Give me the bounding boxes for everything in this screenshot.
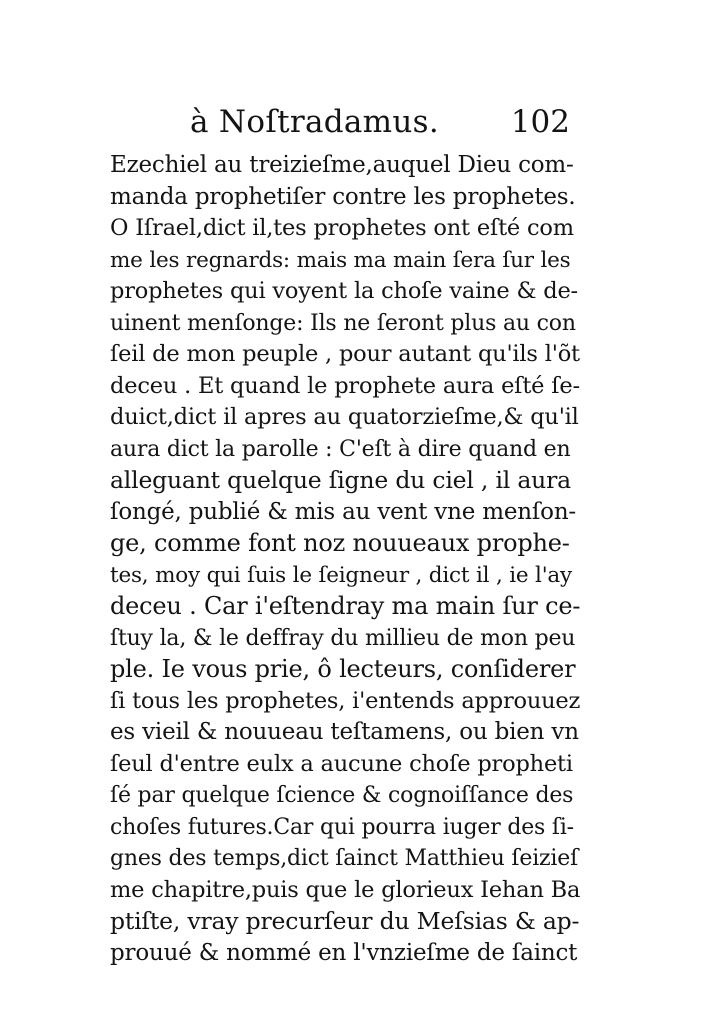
text-line: gnes des temps,dict ſainct Matthieu ſeizieſ: [110, 846, 579, 871]
text-line: manda prophetiſer contre les prophetes.: [110, 183, 576, 210]
text-line: O Iſrael,dict il,tes prophetes ont eſté com: [110, 215, 574, 241]
text-line: ſeul d'entre eulx a aucune choſe propheti: [110, 750, 573, 777]
text-line: me les regnards: mais ma main ſera ſur les: [110, 247, 571, 273]
text-line: ſongé, publié & mis au vent vne menſon-: [110, 498, 577, 525]
text-line: ſtuy la, & le deffray du millieu de mon peu: [110, 625, 576, 651]
text-line: me chapitre,puis que le glorieux Iehan Ba: [110, 876, 581, 903]
text-line: alleguant quelque ſigne du ciel , il aura: [110, 466, 571, 494]
text-line: es vieil & nouueau teſtamens, ou bien vn: [110, 719, 579, 745]
text-line: duict,dict il apres au quatorzieſme,& qu'il: [110, 404, 579, 430]
page-header: [110, 102, 570, 146]
text-line: prophetes qui voyent la choſe vaine & de-: [110, 278, 578, 304]
text-line: ſeil de mon peuple , pour autant qu'ils l'õt: [110, 341, 580, 367]
running-title: à Noſtradamus.: [190, 104, 440, 140]
text-line: ge, comme font noz nouueaux prophe-: [110, 529, 570, 557]
text-line: ſi tous les prophetes, i'entends approuuez: [110, 687, 581, 714]
text-line: tes, moy qui ſuis le ſeigneur , dict il , ie l'ay: [110, 562, 572, 588]
text-line: prouué & nommé en l'vnzieſme de ſainct: [110, 939, 578, 966]
text-line: ple. Ie vous prie, ô lecteurs, conſiderer: [110, 655, 576, 683]
text-line: aura dict la parolle : C'eſt à dire quand en: [110, 436, 571, 462]
text-line: Ezechiel au treizieſme,auquel Dieu com-: [110, 152, 574, 178]
body-text: [110, 150, 580, 969]
text-line: deceu . Car i'eſtendray ma main ſur ce-: [110, 592, 581, 620]
page-number: 102: [510, 104, 570, 140]
text-line: uinent menſonge: Ils ne ſeront plus au con: [110, 310, 576, 336]
text-line: deceu . Et quand le prophete aura eſté ſe-: [110, 372, 580, 399]
text-line: ſé par quelque ſcience & cognoiſſance des: [110, 783, 574, 808]
text-line: ptiſte, vray precurſeur du Meſsias & ap-: [110, 907, 580, 935]
text-line: choſes futures.Car qui pourra iuger des ſi-: [110, 814, 574, 840]
